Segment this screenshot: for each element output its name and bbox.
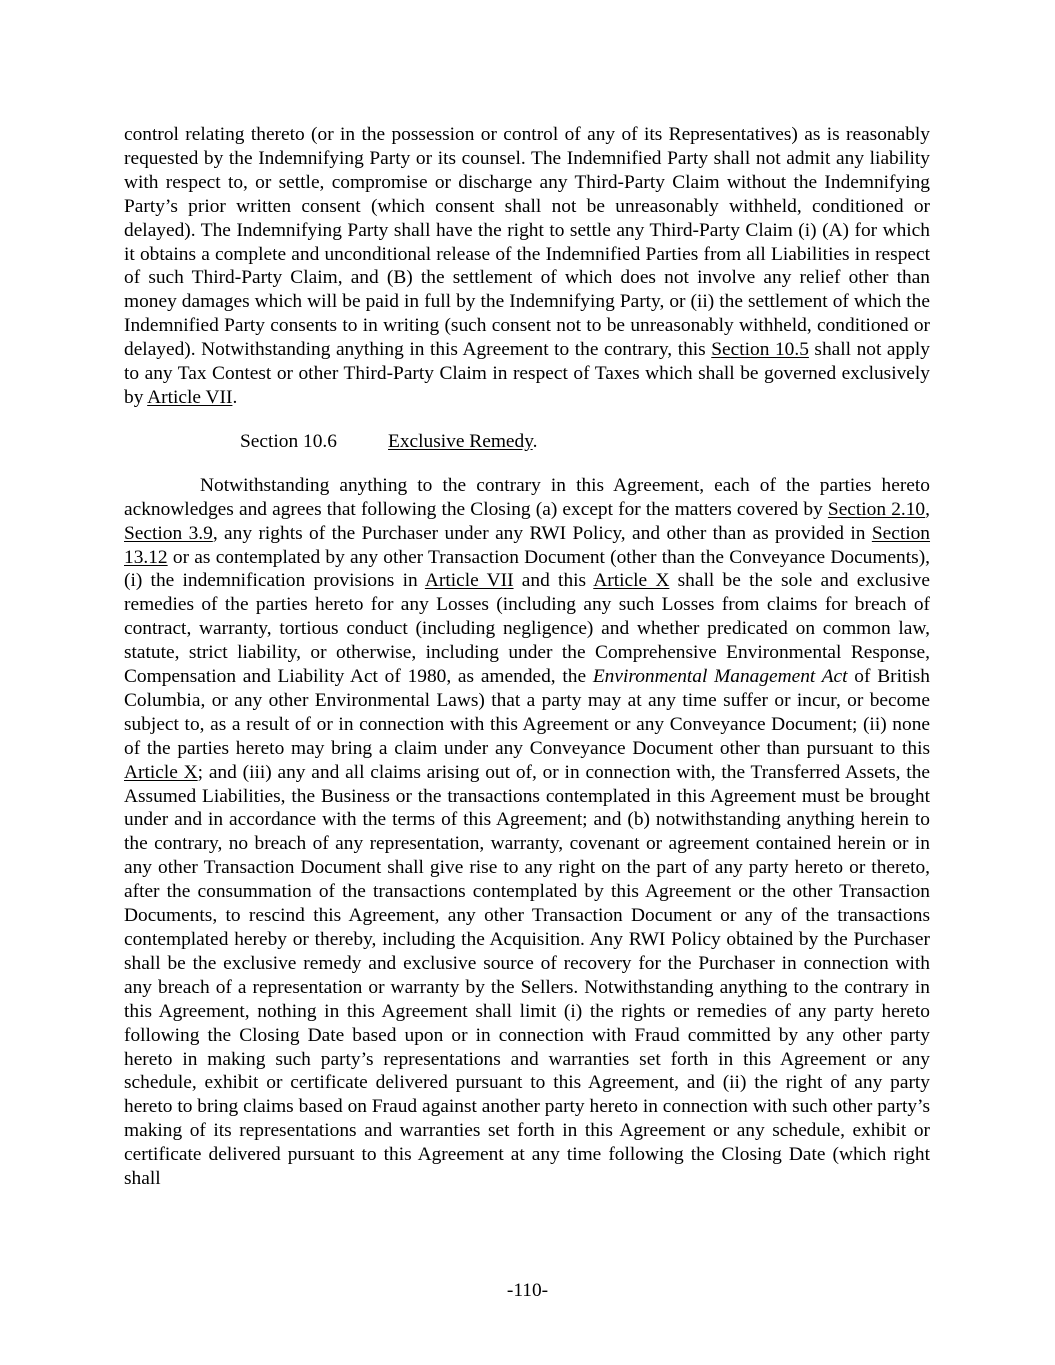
statute-name-italic: Environmental Management Act	[592, 666, 848, 688]
paragraph-text: shall not apply to any Tax Contest or other Third-Party Claim in respect of Taxes which shall be governed exclusively by	[124, 339, 930, 408]
section-number: Section 10.6	[240, 430, 337, 452]
paragraph-text: ,	[925, 498, 930, 520]
paragraph-text: or as contemplated by any other Transaction Document (other than the Conveyance Documents), (i) the indemnification provisions in	[124, 546, 930, 592]
paragraph-text: control relating thereto (or in the possession or control of any of its Representatives) as is reasonably requested by the Indemnifying Party or its counsel. The Indemnified Party shall not admit any liability with respect to, or settle, compromise or discharge any Third-Party Claim without the Indemnifying Party’s prior written consent (which consent shall not be unreasonably withheld, conditioned or delayed). The Indemnifying Party shall have the right to settle any Third-Party Claim (i) (A) for which it obtains a complete and unconditional release of the Indemnified Parties from all Liabilities in respect of such Third-Party Claim, and (B) the settlement of which does not involve any relief other than money damages which will be paid in full by the Indemnifying Party, or (ii) the settlement of which the Indemnified Party consents to in writing (such consent not to be unreasonably withheld, conditioned or delayed). Notwithstanding anything in this Agreement to the contrary, this	[124, 124, 930, 361]
paragraph-text: and this	[513, 570, 594, 592]
section-heading	[124, 430, 930, 454]
cross-reference-section-3-9: Section 3.9	[124, 522, 213, 544]
paragraph-text: of British Columbia, or any other Environmental Laws) that a party may at any time suffer or incur, or become subject to, as a result of or in connection with this Agreement or any Conveyance Document; (ii) none of the parties hereto may bring a claim under any Conveyance Document other than pursuant to this	[124, 666, 930, 759]
cross-reference-section-13-12: Section 13.12	[124, 522, 931, 568]
section-title: Exclusive Remedy	[388, 430, 533, 452]
paragraph-third-party-claim	[124, 123, 930, 410]
cross-reference-article-x: Article X	[124, 761, 198, 783]
page-number: -110-	[506, 1280, 549, 1301]
section-title-period: .	[532, 430, 538, 452]
cross-reference-article-vii: Article VII	[424, 570, 514, 592]
paragraph-text: .	[232, 386, 238, 408]
paragraph-text: shall be the sole and exclusive remedies of the parties hereto for any Losses (including any such Losses from claims for breach of contract, warranty, tortious conduct (including negligence) and whether predicated on common law, statute, strict liability, or otherwise, including under the Comprehensive Environmental Response, Compensation and Liability Act of 1980, as amended, the	[124, 570, 930, 688]
cross-reference-section-2-10: Section 2.10	[827, 498, 926, 520]
paragraph-exclusive-remedy	[124, 474, 930, 1191]
cross-reference-article-vii: Article VII	[147, 386, 233, 408]
document-page	[124, 123, 930, 1191]
paragraph-text: , any rights of the Purchaser under any RWI Policy, and other than as provided in	[212, 522, 872, 544]
paragraph-text: Notwithstanding anything to the contrary in this Agreement, each of the parties hereto acknowledges and agrees that following the Closing (a) except for the matters covered by	[124, 474, 930, 520]
paragraph-text: ; and (iii) any and all claims arising out of, or in connection with, the Transferred Assets, the Assumed Liabilities, the Business or the transactions contemplated in this Agreement must be brought under and in accordance with the terms of this Agreement; and (b) notwithstanding anything herein to the contrary, no breach of any representation, warranty, covenant or agreement contained herein or in any other Transaction Document shall give rise to any right on the part of any party hereto or thereto, after the consummation of the transactions contemplated by this Agreement or the other Transaction Documents, to rescind this Agreement, any other Transaction Document or any of the transactions contemplated hereby or thereby, including the Acquisition. Any RWI Policy obtained by the Purchaser shall be the exclusive remedy and exclusive source of recovery for the Purchaser in connection with any breach of a representation or warranty by the Sellers. Notwithstanding anything to the contrary in this Agreement, nothing in this Agreement shall limit (i) the rights or remedies of any party hereto following the Closing Date based upon or in connection with Fraud committed by any other party hereto in making such party’s representations and warranties set forth in this Agreement or any schedule, exhibit or certificate delivered pursuant to this Agreement, and (ii) the right of any party hereto to bring claims based on Fraud against another party hereto in connection with such other party’s making of its representations and warranties set forth in this Agreement or any schedule, exhibit or certificate delivered pursuant to this Agreement at any time following the Closing Date (which right shall	[124, 761, 931, 1190]
cross-reference-section-10-5: Section 10.5	[711, 339, 809, 361]
cross-reference-article-x: Article X	[593, 570, 670, 592]
